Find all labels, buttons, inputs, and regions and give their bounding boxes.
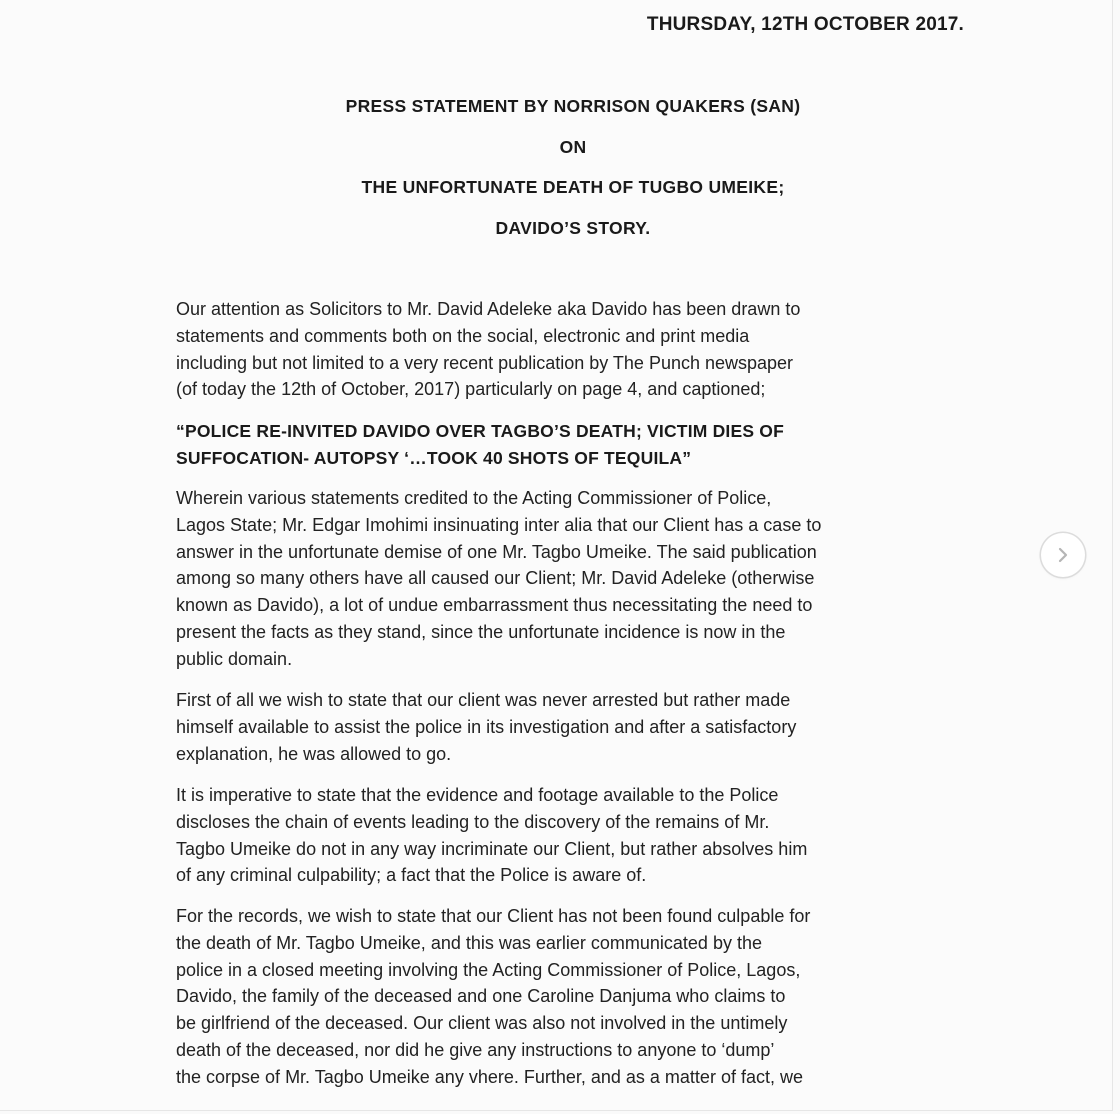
next-slide-button[interactable]: [1041, 533, 1085, 577]
text-line: Davido, the family of the deceased and one Caroline Danjuma who claims to: [176, 986, 786, 1007]
text-line: known as Davido), a lot of undue embarrassment thus necessitating the need to: [176, 595, 813, 616]
paragraph-wherein: [176, 485, 976, 673]
text-line: For the records, we wish to state that our Client has not been found culpable for: [176, 906, 811, 926]
title-heading: PRESS STATEMENT BY NORRISON QUAKERS (SAN): [345, 96, 801, 116]
paragraph-evidence: [176, 782, 976, 889]
quote-line: “POLICE RE-INVITED DAVIDO OVER TAGBO’S DEATH; VICTIM DIES OF: [176, 421, 784, 441]
text-line: discloses the chain of events leading to the discovery of the remains of Mr.: [176, 811, 770, 832]
text-line: among so many others have all caused our Client; Mr. David Adeleke (otherwise: [176, 568, 815, 589]
text-line: death of the deceased, nor did he give any instructions to anyone to ‘dump’: [176, 1039, 775, 1060]
text-line: including but not limited to a very recent publication by The Punch newspaper: [176, 352, 794, 373]
text-line: First of all we wish to state that our client was never arrested but rather made: [176, 690, 791, 710]
text-line: explanation, he was allowed to go.: [176, 743, 452, 764]
text-line: present the facts as they stand, since the unfortunate incidence is now in the: [176, 621, 786, 642]
newspaper-caption-quote: [176, 418, 976, 472]
story-heading: DAVIDO’S STORY.: [495, 218, 651, 238]
statement-date: THURSDAY, 12TH OCTOBER 2017.: [646, 14, 964, 35]
text-line: police in a closed meeting involving the Acting Commissioner of Police, Lagos,: [176, 959, 801, 980]
subject-heading: THE UNFORTUNATE DEATH OF TUGBO UMEIKE;: [361, 177, 785, 197]
text-line: of any criminal culpability; a fact that the Police is aware of.: [176, 865, 647, 886]
text-line: Lagos State; Mr. Edgar Imohimi insinuating inter alia that our Client has a case to: [176, 514, 822, 535]
text-line: statements and comments both on the social, electronic and print media: [176, 325, 750, 346]
text-line: Tagbo Umeike do not in any way incriminate our Client, but rather absolves him: [176, 838, 808, 859]
text-line: It is imperative to state that the evidence and footage available to the Police: [176, 785, 779, 805]
paragraph-not-arrested: [176, 687, 976, 767]
chevron-right-icon: [1054, 546, 1072, 564]
title-connector: ON: [559, 137, 587, 157]
text-line: himself available to assist the police in its investigation and after a satisfactory: [176, 716, 797, 737]
text-line: be girlfriend of the deceased. Our client was also not involved in the untimely: [176, 1013, 788, 1034]
text-line: the corpse of Mr. Tagbo Umeike any vhere. Further, and as a matter of fact, we: [176, 1066, 803, 1087]
text-line: (of today the 12th of October, 2017) particularly on page 4, and captioned;: [176, 379, 766, 400]
paragraph-records: [176, 903, 976, 1091]
text-line: public domain.: [176, 648, 293, 669]
text-line: answer in the unfortunate demise of one Mr. Tagbo Umeike. The said publication: [176, 541, 817, 562]
quote-line: SUFFOCATION- AUTOPSY ‘…TOOK 40 SHOTS OF TEQUILA”: [176, 448, 692, 468]
paragraph-attention: [176, 296, 976, 403]
text-line: Our attention as Solicitors to Mr. David Adeleke aka Davido has been drawn to: [176, 299, 801, 319]
text-line: Wherein various statements credited to the Acting Commissioner of Police,: [176, 488, 772, 508]
text-line: the death of Mr. Tagbo Umeike, and this was earlier communicated by the: [176, 932, 762, 953]
